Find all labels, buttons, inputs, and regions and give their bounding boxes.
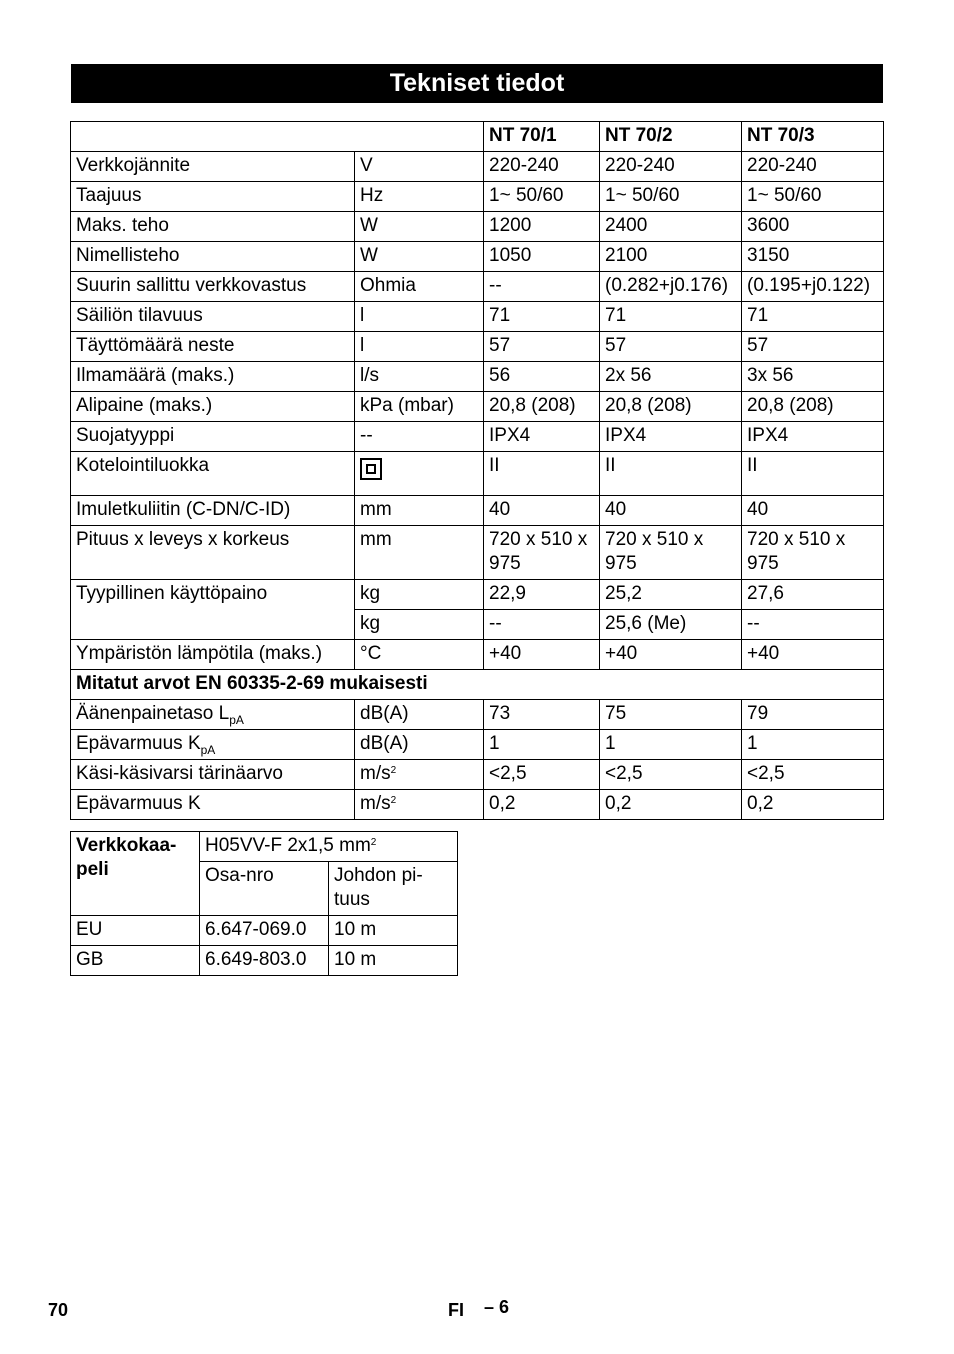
cable-col-length (329, 862, 458, 916)
row-value: II (742, 452, 884, 496)
table-row (71, 670, 884, 700)
row-value: 71 (600, 302, 742, 332)
row-value: 20,8 (208) (742, 392, 884, 422)
row-value: 27,6 (742, 580, 884, 610)
row-value: 75 (600, 700, 742, 730)
row-label: Nimellisteho (71, 242, 355, 272)
row-value: 220-240 (742, 152, 884, 182)
row-unit (355, 790, 484, 820)
cable-label-line2: peli (76, 859, 109, 880)
row-value: IPX4 (742, 422, 884, 452)
table-row (71, 302, 884, 332)
row-label: Pituus x leveys x korkeus (71, 526, 355, 580)
row-value: -- (484, 272, 600, 302)
row-unit: V (355, 152, 484, 182)
row-value: (0.282+j0.176) (600, 272, 742, 302)
row-label: Ilmamäärä (maks.) (71, 362, 355, 392)
row-value: 3600 (742, 212, 884, 242)
cable-part-number: 6.649-803.0 (200, 946, 329, 976)
table-row (71, 392, 884, 422)
row-unit: l/s (355, 362, 484, 392)
row-value: <2,5 (600, 760, 742, 790)
row-unit-superscript: 2 (390, 795, 397, 806)
column-header: NT 70/1 (484, 122, 600, 152)
row-label: Kotelointiluokka (71, 452, 355, 496)
table-row (71, 362, 884, 392)
table-row (71, 212, 884, 242)
row-unit: l (355, 332, 484, 362)
row-label: Imuletkuliitin (C-DN/C-ID) (71, 496, 355, 526)
row-value: 79 (742, 700, 884, 730)
table-row (71, 946, 458, 976)
table-row (71, 760, 884, 790)
row-label: Taajuus (71, 182, 355, 212)
table-row (71, 526, 884, 580)
row-value: -- (484, 610, 600, 640)
row-label: Säiliön tilavuus (71, 302, 355, 332)
table-header-row (71, 122, 884, 152)
cable-col-length-line1: Johdon pi- (334, 865, 423, 886)
row-value: 57 (742, 332, 884, 362)
row-value: 1~ 50/60 (484, 182, 600, 212)
row-value: 57 (600, 332, 742, 362)
row-value: 20,8 (208) (600, 392, 742, 422)
row-value: <2,5 (742, 760, 884, 790)
row-value: 1 (742, 730, 884, 760)
table-row (71, 182, 884, 212)
row-value: 3150 (742, 242, 884, 272)
row-value: 220-240 (484, 152, 600, 182)
row-unit: mm (355, 496, 484, 526)
row-value: +40 (742, 640, 884, 670)
row-unit-text: dB(A) (360, 733, 409, 754)
row-unit: °C (355, 640, 484, 670)
row-value: 25,2 (600, 580, 742, 610)
row-value: (0.195+j0.122) (742, 272, 884, 302)
section-header: Mitatut arvot EN 60335-2-69 mukaisesti (71, 670, 884, 700)
cable-spec: H05VV-F 2x1,5 mm (205, 835, 371, 856)
table-row (71, 152, 884, 182)
row-label-subscript: pA (229, 713, 244, 727)
row-value: 0,2 (742, 790, 884, 820)
power-cable-body (71, 832, 458, 976)
row-value: 720 x 510 x 975 (742, 526, 884, 580)
row-value: 2400 (600, 212, 742, 242)
table-row (71, 832, 458, 862)
cable-col-part: Osa-nro (200, 862, 329, 916)
cable-col-length-line2: tuus (334, 889, 370, 910)
cable-region: EU (71, 916, 200, 946)
row-unit: W (355, 212, 484, 242)
row-value: 1~ 50/60 (600, 182, 742, 212)
row-unit (355, 700, 484, 730)
cable-label-cell (71, 832, 200, 916)
row-value: 220-240 (600, 152, 742, 182)
cable-length: 10 m (329, 916, 458, 946)
row-unit: kg (355, 580, 484, 610)
table-row (71, 730, 884, 760)
row-value: 1200 (484, 212, 600, 242)
row-value: 1050 (484, 242, 600, 272)
table-row (71, 272, 884, 302)
row-value: <2,5 (484, 760, 600, 790)
column-header: NT 70/3 (742, 122, 884, 152)
row-unit-superscript: 2 (390, 765, 397, 776)
cable-label-line1: Verkkokaa- (76, 835, 177, 856)
row-value: II (600, 452, 742, 496)
cable-spec-cell (200, 832, 458, 862)
row-label-subscript: pA (200, 743, 216, 757)
row-label: Alipaine (maks.) (71, 392, 355, 422)
table-row (71, 700, 884, 730)
row-value: 73 (484, 700, 600, 730)
power-cable-table (70, 831, 458, 976)
row-value: 720 x 510 x 975 (600, 526, 742, 580)
row-unit: Hz (355, 182, 484, 212)
row-value: 0,2 (484, 790, 600, 820)
row-unit: kg (355, 610, 484, 640)
row-label (71, 730, 355, 760)
row-label (71, 760, 355, 790)
table-row (71, 332, 884, 362)
row-value: +40 (600, 640, 742, 670)
page-number: 70 (48, 1300, 69, 1320)
cable-part-number: 6.647-069.0 (200, 916, 329, 946)
table-row (71, 452, 884, 496)
row-value: 57 (484, 332, 600, 362)
row-unit-text: dB(A) (360, 703, 409, 724)
row-value: II (484, 452, 600, 496)
row-unit: l (355, 302, 484, 332)
row-label: Täyttömäärä neste (71, 332, 355, 362)
row-value: 40 (600, 496, 742, 526)
header-empty-cell (71, 122, 484, 152)
protection-class-ii-icon (360, 458, 382, 480)
row-unit: W (355, 242, 484, 272)
row-value: 3x 56 (742, 362, 884, 392)
row-value: 1 (484, 730, 600, 760)
row-label: Verkkojännite (71, 152, 355, 182)
row-value: -- (742, 610, 884, 640)
table-row (71, 580, 884, 610)
row-value: 720 x 510 x 975 (484, 526, 600, 580)
row-unit: mm (355, 526, 484, 580)
page-title: Tekniset tiedot (71, 64, 883, 103)
row-unit (355, 760, 484, 790)
row-value: 2100 (600, 242, 742, 272)
language-code: FI (448, 1300, 464, 1320)
table-row (71, 422, 884, 452)
row-value: 22,9 (484, 580, 600, 610)
row-unit: Ohmia (355, 272, 484, 302)
row-label (71, 790, 355, 820)
row-unit (355, 730, 484, 760)
cable-length: 10 m (329, 946, 458, 976)
row-label: Suurin sallittu verkkovastus (71, 272, 355, 302)
row-value: 71 (742, 302, 884, 332)
row-value: IPX4 (484, 422, 600, 452)
table-row (71, 916, 458, 946)
row-label-text: Äänenpainetaso L (76, 703, 230, 724)
row-unit-text: m/s (360, 763, 391, 784)
row-value: 2x 56 (600, 362, 742, 392)
row-value: 40 (742, 496, 884, 526)
section-page-number: – 6 (484, 1297, 510, 1317)
row-label: Maks. teho (71, 212, 355, 242)
table-row (71, 790, 884, 820)
row-unit: -- (355, 422, 484, 452)
row-label: Ympäristön lämpötila (maks.) (71, 640, 355, 670)
row-value: 56 (484, 362, 600, 392)
row-label-text: Käsi-käsivarsi tärinäarvo (76, 763, 283, 784)
row-value: 1 (600, 730, 742, 760)
technical-data-body (71, 122, 884, 820)
row-value: 0,2 (600, 790, 742, 820)
row-label-text: Epävarmuus K (76, 793, 201, 814)
row-value: +40 (484, 640, 600, 670)
row-unit: kPa (mbar) (355, 392, 484, 422)
table-row (71, 242, 884, 272)
cable-region: GB (71, 946, 200, 976)
row-value: 25,6 (Me) (600, 610, 742, 640)
row-value: 40 (484, 496, 600, 526)
row-value: 1~ 50/60 (742, 182, 884, 212)
row-unit-text: m/s (360, 793, 391, 814)
table-row (71, 496, 884, 526)
row-value: 71 (484, 302, 600, 332)
row-value: 20,8 (208) (484, 392, 600, 422)
row-label: Suojatyyppi (71, 422, 355, 452)
table-row (71, 640, 884, 670)
row-label (71, 700, 355, 730)
row-value: IPX4 (600, 422, 742, 452)
row-label-text: Epävarmuus K (76, 733, 201, 754)
technical-data-table (70, 121, 884, 820)
row-unit (355, 452, 484, 496)
cable-spec-sup: 2 (370, 837, 377, 848)
column-header: NT 70/2 (600, 122, 742, 152)
row-label: Tyypillinen käyttöpaino (71, 580, 355, 640)
